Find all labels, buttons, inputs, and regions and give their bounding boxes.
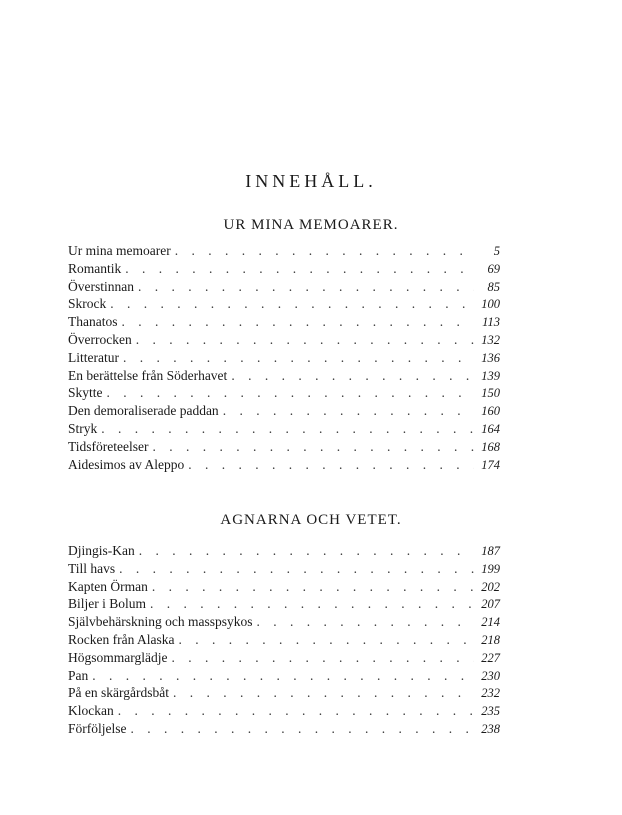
toc-entry-page: 69 [487,261,500,276]
toc-entry [68,295,500,313]
dot-leader [136,331,474,349]
toc-entry-title: Högsommarglädje [68,649,168,665]
toc-entry-page: 227 [481,650,500,665]
page-title: INNEHÅLL. [245,171,377,191]
toc-entry [68,278,500,296]
toc-list [68,242,500,473]
dot-leader [110,295,474,313]
toc-entry-page: 139 [481,368,500,383]
dot-leader [173,684,474,702]
dot-leader [231,367,474,385]
toc-entry-title: Litteratur [68,349,119,365]
toc-entry [68,420,500,438]
toc-entry-title: Rocken från Alaska [68,631,175,647]
toc-entry-title: Den demoraliserade paddan [68,403,219,419]
toc-entry-page: 232 [481,686,500,701]
toc-entry [68,702,500,720]
section-heading: UR MINA MEMOARER. [223,217,399,233]
toc-entry [68,613,500,631]
toc-entry-title: Romantik [68,260,122,276]
toc-entry [68,560,500,578]
dot-leader [150,595,474,613]
toc-entry-page: 207 [481,597,500,612]
toc-entry-title: Skrock [68,296,107,312]
toc-entry [68,438,500,456]
toc-entry-title: Överrocken [68,331,132,347]
toc-entry [68,595,500,613]
toc-entry-title: En berättelse från Söderhavet [68,367,228,383]
toc-entry-title: Ur mina memoarer [68,243,171,258]
toc-entry-title: Skytte [68,385,103,401]
toc-entry-page: 150 [481,386,500,401]
toc-entry-title: Självbehärskning och masspsykos [68,614,253,630]
dot-leader [138,278,474,296]
toc-entry-title: Djingis-Kan [68,543,135,558]
toc-entry-page: 174 [481,457,500,472]
toc-entry [68,542,500,560]
toc-entry [68,720,500,738]
dot-leader [178,631,474,649]
toc-entry [68,578,500,596]
toc-entry-page: 238 [481,721,500,736]
toc-entry-title: Biljer i Bolum [68,596,147,612]
toc-entry [68,349,500,367]
toc-entry [68,456,500,474]
toc-entry-title: Till havs [68,560,116,576]
toc-entry-title: Överstinnan [68,278,134,294]
toc-entry [68,684,500,702]
toc-entry-page: 136 [481,350,500,365]
toc-entry-title: Kapten Örman [68,578,148,594]
toc-entry-title: Förföljelse [68,720,127,736]
toc-entry [68,402,500,420]
dot-leader [257,613,475,631]
dot-leader [223,402,474,420]
toc-entry-title: Stryk [68,420,98,436]
toc-entry-page: 199 [481,561,500,576]
toc-entry-page: 230 [481,668,500,683]
toc-entry-page: 202 [481,579,500,594]
toc-entry [68,331,500,349]
dot-leader [122,313,475,331]
dot-leader [153,438,475,456]
toc-entry-title: På en skärgårdsbåt [68,685,169,701]
dot-leader [188,456,474,474]
section-heading: AGNARNA OCH VETET. [220,512,402,528]
toc-entry-title: Pan [68,667,89,683]
toc-entry-page: 218 [481,632,500,647]
toc-entry-title: Tidsföreteelser [68,438,149,454]
toc-entry [68,384,500,402]
toc-entry [68,667,500,685]
toc-entry-page: 132 [481,332,500,347]
dot-leader [118,702,474,720]
toc-list [68,542,500,738]
dot-leader [119,560,474,578]
dot-leader [171,649,474,667]
toc-entry [68,649,500,667]
toc-entry-page: 235 [481,704,500,719]
toc-entry [68,631,500,649]
toc-entry [68,367,500,385]
dot-leader [125,260,474,278]
dot-leader [175,242,474,260]
dot-leader [101,420,474,438]
toc-entry-page: 214 [481,615,500,630]
toc-entry-page: 5 [493,244,500,258]
toc-entry-title: Klockan [68,703,114,719]
toc-entry-page: 85 [487,279,500,294]
toc-entry-page: 168 [481,439,500,454]
toc-entry-title: Thanatos [68,314,118,330]
dot-leader [123,349,474,367]
toc-entry [68,242,500,260]
dot-leader [139,542,474,560]
toc-entry [68,313,500,331]
toc-entry-page: 187 [481,544,500,558]
dot-leader [131,720,475,738]
dot-leader [107,384,474,402]
toc-entry-page: 100 [481,297,500,312]
toc-entry-page: 164 [481,421,500,436]
toc-entry-title: Aidesimos av Aleppo [68,456,185,472]
toc-entry [68,260,500,278]
dot-leader [152,578,474,596]
dot-leader [92,667,474,685]
toc-entry-page: 160 [481,404,500,419]
toc-entry-page: 113 [482,315,500,330]
